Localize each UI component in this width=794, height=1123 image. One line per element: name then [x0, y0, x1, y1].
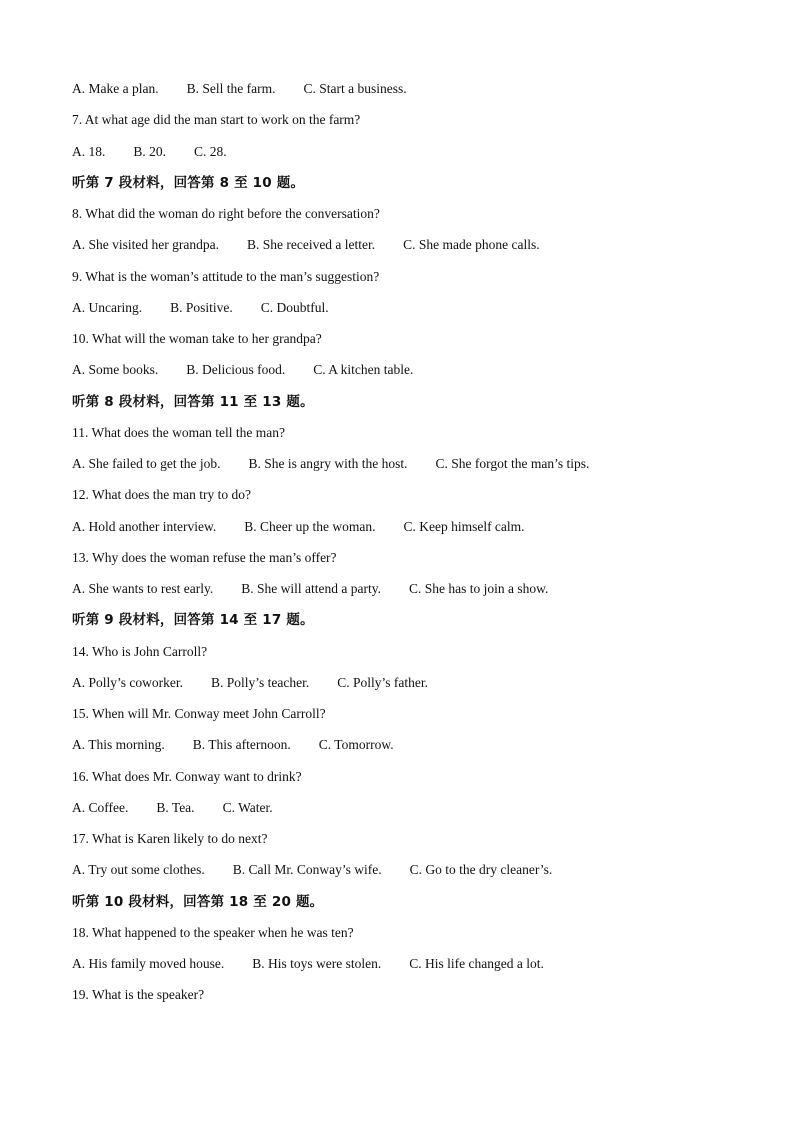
- question-text: 17. What is Karen likely to do next?: [72, 831, 268, 846]
- question-text: 12. What does the man try to do?: [72, 487, 251, 502]
- answer-option: B. She received a letter.: [246, 237, 376, 252]
- answer-option: B. Call Mr. Conway’s wife.: [232, 862, 382, 877]
- answer-options-row: [72, 361, 413, 379]
- answer-option: C. Start a business.: [303, 81, 407, 96]
- answer-option: A. Make a plan.: [72, 81, 159, 96]
- answer-option: B. Tea.: [156, 800, 195, 815]
- question-text: 10. What will the woman take to her grandpa?: [72, 331, 322, 346]
- answer-option: C. She has to join a show.: [408, 581, 549, 596]
- question-text: 11. What does the woman tell the man?: [72, 425, 285, 440]
- answer-options-row: [72, 455, 589, 473]
- answer-option: C. 28.: [194, 144, 227, 159]
- answer-options-row: [72, 861, 552, 879]
- answer-option: C. Water.: [222, 800, 273, 815]
- answer-option: A. Polly’s coworker.: [72, 675, 183, 690]
- answer-option: B. 20.: [133, 144, 167, 159]
- answer-option: C. Polly’s father.: [337, 675, 428, 690]
- answer-options-row: [72, 580, 548, 598]
- section-heading: 听第 9 段材料，回答第 14 至 17 题。: [72, 612, 314, 628]
- answer-option: C. Doubtful.: [260, 300, 329, 315]
- answer-option: B. His toys were stolen.: [252, 956, 382, 971]
- answer-option: B. This afternoon.: [192, 737, 291, 752]
- question-text: 13. Why does the woman refuse the man’s offer?: [72, 550, 337, 565]
- answer-option: B. She will attend a party.: [241, 581, 381, 596]
- answer-option: A. This morning.: [72, 737, 165, 752]
- answer-option: C. A kitchen table.: [313, 362, 414, 377]
- question-text: 19. What is the speaker?: [72, 987, 205, 1002]
- section-heading: 听第 10 段材料，回答第 18 至 20 题。: [72, 894, 324, 910]
- answer-option: B. Cheer up the woman.: [244, 519, 376, 534]
- answer-option: A. Coffee.: [72, 800, 129, 815]
- answer-options-row: [72, 518, 525, 536]
- section-heading: 听第 8 段材料，回答第 11 至 13 题。: [72, 394, 314, 410]
- question-text: 8. What did the woman do right before the conversation?: [72, 206, 380, 221]
- answer-option: B. Delicious food.: [186, 362, 286, 377]
- answer-option: C. She made phone calls.: [403, 237, 540, 252]
- answer-option: A. His family moved house.: [72, 956, 225, 971]
- answer-option: A. Hold another interview.: [72, 519, 217, 534]
- answer-option: B. Polly’s teacher.: [211, 675, 310, 690]
- answer-option: A. She wants to rest early.: [72, 581, 214, 596]
- answer-options-row: [72, 674, 428, 692]
- answer-options-row: [72, 236, 540, 254]
- answer-option: A. Some books.: [72, 362, 159, 377]
- answer-option: C. She forgot the man’s tips.: [435, 456, 590, 471]
- answer-options-row: [72, 736, 394, 754]
- answer-options-row: [72, 299, 329, 317]
- answer-option: B. Sell the farm.: [186, 81, 276, 96]
- answer-option: C. Tomorrow.: [318, 737, 394, 752]
- answer-option: C. Keep himself calm.: [403, 519, 525, 534]
- answer-option: B. She is angry with the host.: [248, 456, 408, 471]
- answer-option: A. Uncaring.: [72, 300, 143, 315]
- question-text: 14. Who is John Carroll?: [72, 644, 208, 659]
- answer-option: C. Go to the dry cleaner’s.: [409, 862, 553, 877]
- answer-options-row: [72, 955, 544, 973]
- answer-option: C. His life changed a lot.: [409, 956, 544, 971]
- answer-options-row: [72, 143, 227, 161]
- answer-option: A. Try out some clothes.: [72, 862, 205, 877]
- question-text: 18. What happened to the speaker when he was ten?: [72, 925, 354, 940]
- answer-options-row: [72, 799, 273, 817]
- answer-option: A. She visited her grandpa.: [72, 237, 219, 252]
- answer-option: A. 18.: [72, 144, 106, 159]
- answer-option: B. Positive.: [170, 300, 233, 315]
- answer-option: A. She failed to get the job.: [72, 456, 221, 471]
- question-text: 7. At what age did the man start to work on the farm?: [72, 112, 361, 127]
- question-text: 16. What does Mr. Conway want to drink?: [72, 769, 302, 784]
- answer-options-row: [72, 80, 407, 98]
- section-heading: 听第 7 段材料，回答第 8 至 10 题。: [72, 175, 305, 191]
- question-text: 15. When will Mr. Conway meet John Carroll?: [72, 706, 326, 721]
- question-text: 9. What is the woman’s attitude to the man’s suggestion?: [72, 269, 380, 284]
